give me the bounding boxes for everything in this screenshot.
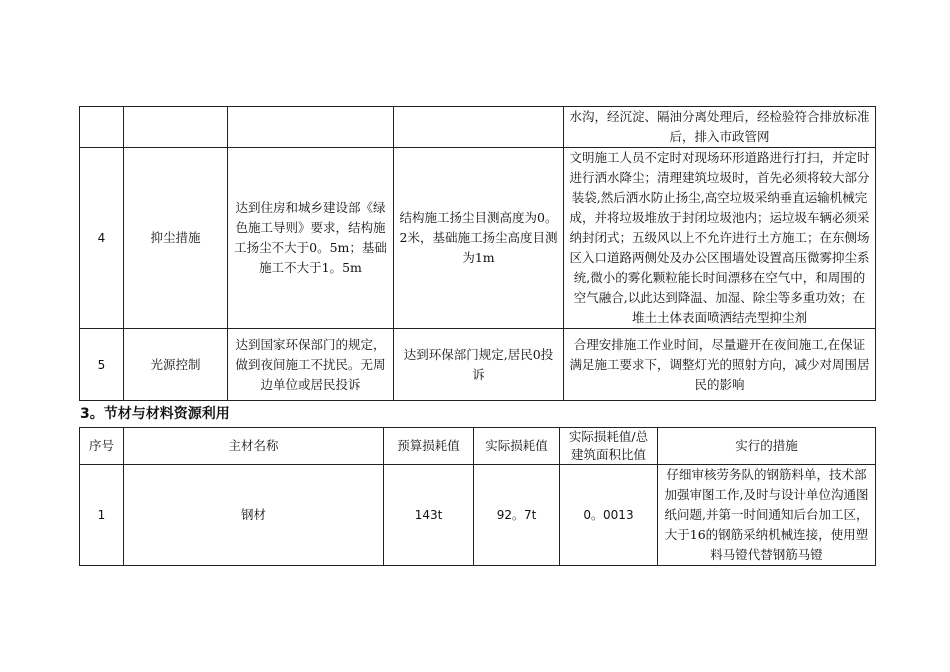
header-material: 主材名称 — [124, 428, 384, 465]
row-number: 1 — [80, 465, 124, 566]
table-row — [80, 329, 876, 401]
header-no: 序号 — [80, 428, 124, 465]
measure-item: 光源控制 — [124, 329, 228, 401]
table-row — [80, 148, 876, 329]
target-text — [394, 107, 564, 148]
budget-value: 143t — [384, 465, 474, 566]
measure-item: 抑尘措施 — [124, 148, 228, 329]
header-ratio: 实际损耗值/总建筑面积比值 — [560, 428, 658, 465]
table-row — [80, 107, 876, 148]
ratio-value: 0。0013 — [560, 465, 658, 566]
measure-item — [124, 107, 228, 148]
material-name: 钢材 — [124, 465, 384, 566]
header-actual: 实际损耗值 — [474, 428, 560, 465]
measures-text: 文明施工人员不定时对现场环形道路进行打扫，并定时进行洒水降尘；清理建筑垃圾时，首先必须将较大部分装袋,然后洒水防止扬尘,高空垃圾采纳垂直运输机械完成，并将垃圾堆放于封闭垃圾池内；运垃圾车辆必须采纳封闭式；五级风以上不允许进行土方施工；在东侧场区入口道路两侧处及办公区围墙处设置高压微雾抑尘系统,微小的雾化颗粒能长时间漂移在空气中，和周围的空气融合,以此达到降温、加湿、除尘等多重功效；在堆土土体表面喷洒结壳型抑尘剂 — [564, 148, 876, 329]
actual-value: 92。7t — [474, 465, 560, 566]
row-number — [80, 107, 124, 148]
header-budget: 预算损耗值 — [384, 428, 474, 465]
material-usage-table — [79, 427, 876, 566]
standard-text: 达到国家环保部门的规定，做到夜间施工不扰民。无周边单位或居民投诉 — [228, 329, 394, 401]
target-text: 达到环保部门规定,居民0投诉 — [394, 329, 564, 401]
table-row — [80, 465, 876, 566]
measures-text: 合理安排施工作业时间，尽量避开在夜间施工,在保证满足施工要求下，调整灯光的照射方向，减少对周围居民的影响 — [564, 329, 876, 401]
row-number: 5 — [80, 329, 124, 401]
header-measures: 实行的措施 — [658, 428, 876, 465]
table-header-row — [80, 428, 876, 465]
environment-measures-table — [79, 106, 876, 401]
target-text: 结构施工扬尘目测高度为0。2米，基础施工扬尘高度目测为1m — [394, 148, 564, 329]
standard-text: 达到住房和城乡建设部《绿色施工导则》要求，结构施工扬尘不大于0。5m；基础施工不大于1。5m — [228, 148, 394, 329]
standard-text — [228, 107, 394, 148]
measures-text: 水沟，经沉淀、隔油分离处理后，经检验符合排放标准后，排入市政管网 — [564, 107, 876, 148]
measures-text: 仔细审核劳务队的钢筋料单，技术部加强审图工作,及时与设计单位沟通图纸问题,并第一时间通知后台加工区，大于16的钢筋采纳机械连接，使用塑料马镫代替钢筋马镫 — [658, 465, 876, 566]
section-heading: 3。节材与材料资源利用 — [80, 406, 230, 422]
row-number: 4 — [80, 148, 124, 329]
